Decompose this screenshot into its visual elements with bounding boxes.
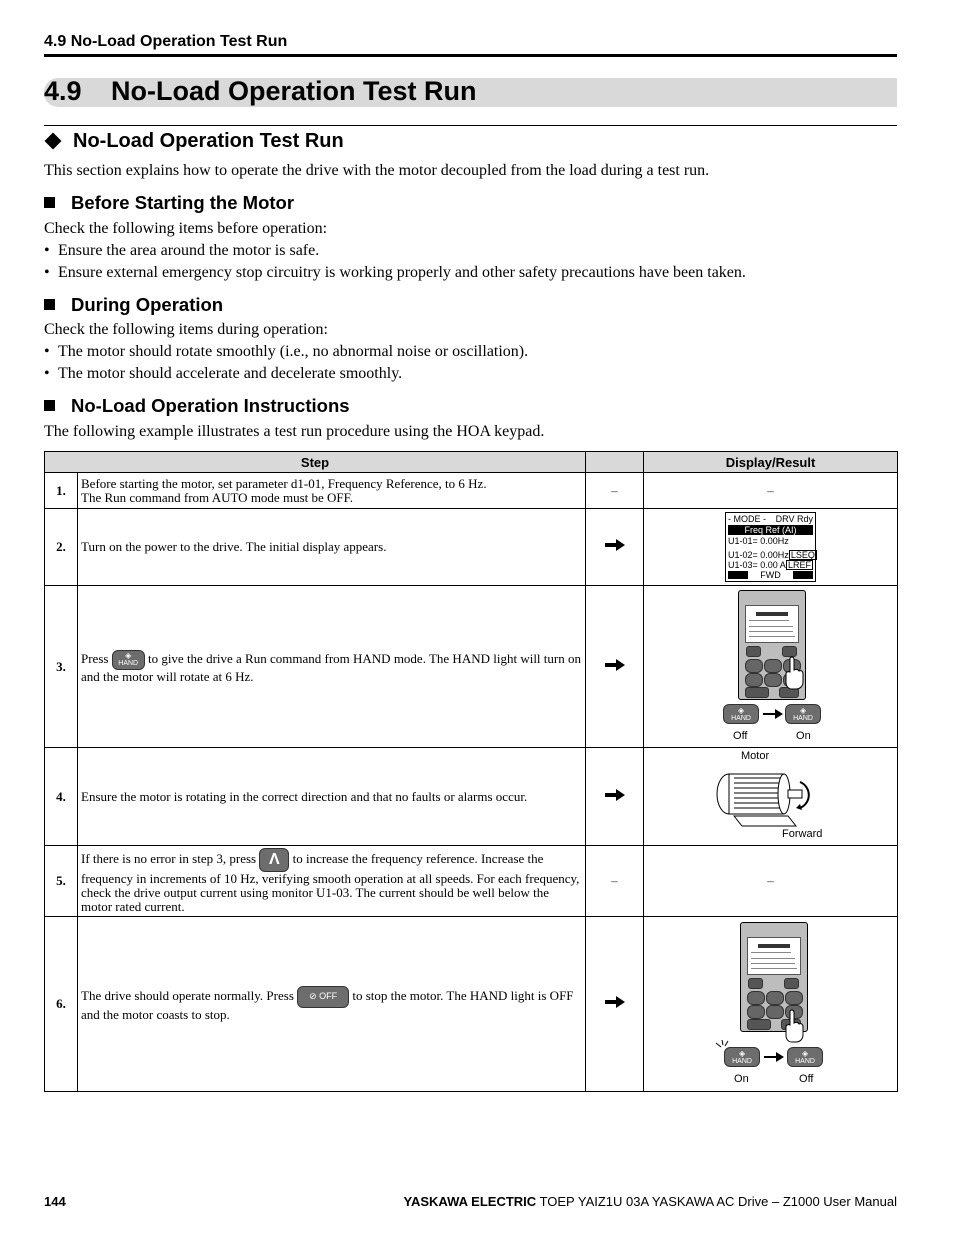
lcd-softkey xyxy=(793,571,813,579)
during-lead: Check the following items during operation: xyxy=(44,321,328,338)
step-number: 6. xyxy=(45,917,78,1092)
display-cell xyxy=(644,473,898,509)
hand-key-label: HAND xyxy=(731,715,751,722)
page-number: 144 xyxy=(44,1194,66,1209)
lcd-u102: U1-02= 0.00Hz xyxy=(728,550,789,560)
arrow-cell xyxy=(586,917,644,1092)
arrow-column-header xyxy=(586,452,644,473)
step-text xyxy=(78,473,586,509)
instructions-heading xyxy=(44,395,350,417)
arrow-cell xyxy=(586,586,644,748)
hand-diamond-icon: ◈ xyxy=(125,650,132,660)
before-bullet: • Ensure external emergency stop circuitry is working properly and other safety precautions have been taken. xyxy=(44,264,746,281)
chapter-title-text: No-Load Operation Test Run xyxy=(111,76,477,106)
dash: – xyxy=(611,482,618,498)
table-row xyxy=(45,473,898,509)
step-text-part: Press xyxy=(81,650,109,666)
right-arrow-icon xyxy=(604,788,626,802)
pointing-hand-icon xyxy=(784,1009,806,1043)
square-bullet-icon xyxy=(44,299,55,310)
lcd-drv: DRV xyxy=(775,514,795,524)
step-text-part: to increase the frequency reference. Increase the frequency in increments of 10 Hz, verifying smooth operation at all speeds. For each frequency, check the drive output current using monitor U1-03. The current should be well below the motor rated current. xyxy=(81,850,580,914)
bullet-text: The motor should accelerate and decelerate smoothly. xyxy=(58,365,403,382)
display-cell xyxy=(644,509,898,586)
lcd-rdy: Rdy xyxy=(797,514,814,524)
lcd-lref: LREF xyxy=(788,560,812,570)
step-text-part: to stop the motor. The HAND light is OFF and the motor coasts to stop. xyxy=(81,987,574,1022)
off-key-label: OFF xyxy=(319,991,338,1001)
table-row xyxy=(45,509,898,586)
during-heading xyxy=(44,294,223,316)
hand-key-label: HAND xyxy=(732,1058,752,1065)
lcd-softkey xyxy=(728,571,748,579)
dash: – xyxy=(611,873,618,888)
hand-key-on xyxy=(785,704,821,724)
hand-key-label: HAND xyxy=(118,659,139,667)
step-text-part: The drive should operate normally. Press xyxy=(81,987,294,1003)
label-on: On xyxy=(796,730,811,742)
arrow-cell xyxy=(586,846,644,917)
right-arrow-icon xyxy=(604,995,626,1009)
motor-icon xyxy=(714,766,814,828)
step-text-line: Before starting the motor, set parameter d1-01, Frequency Reference, to 6 Hz. xyxy=(81,475,487,491)
label-off: Off xyxy=(733,730,748,742)
step-number: 2. xyxy=(45,509,78,586)
bullet-text: The motor should rotate smoothly (i.e., no abnormal noise or oscillation). xyxy=(58,343,529,360)
before-bullet: • Ensure the area around the motor is safe. xyxy=(44,242,320,259)
chapter-number: 4.9 xyxy=(44,76,82,106)
hand-key-off xyxy=(787,1047,823,1067)
hand-key-on xyxy=(724,1047,760,1067)
step-text: Ensure the motor is rotating in the correct direction and that no faults or alarms occur. xyxy=(78,748,586,846)
step-text xyxy=(78,846,586,917)
table-row xyxy=(45,586,898,748)
display-column-header: Display/Result xyxy=(644,452,898,473)
off-key xyxy=(297,986,349,1008)
arrow-cell xyxy=(586,748,644,846)
chapter-title xyxy=(44,76,477,107)
label-motor: Motor xyxy=(741,750,770,762)
bullet-text: Ensure external emergency stop circuitry is working properly and other safety precautions have been taken. xyxy=(58,264,746,281)
square-bullet-icon xyxy=(44,400,55,411)
footer-doc xyxy=(404,1194,898,1209)
lcd-u101: U1-01= 0.00Hz xyxy=(728,536,789,546)
right-arrow-icon xyxy=(762,708,784,720)
pointing-hand-icon xyxy=(784,656,806,690)
hand-key xyxy=(112,650,145,670)
section-intro: This section explains how to operate the drive with the motor decoupled from the load during a test run. xyxy=(44,162,710,179)
step-text xyxy=(78,917,586,1092)
step-number: 1. xyxy=(45,473,78,509)
right-arrow-icon xyxy=(763,1051,785,1063)
before-title: Before Starting the Motor xyxy=(71,192,295,213)
during-bullet: • The motor should accelerate and decelerate smoothly. xyxy=(44,365,403,382)
arrow-cell xyxy=(586,473,644,509)
display-cell xyxy=(644,846,898,917)
section-heading xyxy=(44,130,344,153)
step-number: 5. xyxy=(45,846,78,917)
section-title: No-Load Operation Test Run xyxy=(73,130,344,152)
step-number: 3. xyxy=(45,586,78,748)
dash: – xyxy=(767,482,774,498)
diamond-icon xyxy=(45,132,62,149)
label-off: Off xyxy=(799,1073,814,1085)
lcd-u103: U1-03= 0.00 A xyxy=(728,560,786,570)
stop-icon: ⊘ xyxy=(309,991,317,1001)
hand-diamond-icon: ◈ xyxy=(738,1049,746,1058)
up-key xyxy=(259,848,289,872)
right-arrow-icon xyxy=(604,538,626,552)
display-cell xyxy=(644,917,898,1092)
hand-diamond-icon: ◈ xyxy=(737,706,745,715)
chapter-rule xyxy=(44,125,897,126)
lcd-freq-ref: Freq Ref (AI) xyxy=(728,525,813,535)
before-lead: Check the following items before operation: xyxy=(44,220,328,237)
right-arrow-icon xyxy=(604,658,626,672)
step-number: 4. xyxy=(45,748,78,846)
hand-diamond-icon: ◈ xyxy=(799,706,807,715)
display-cell xyxy=(644,586,898,748)
step-text-part: If there is no error in step 3, press xyxy=(81,850,257,866)
step-column-header: Step xyxy=(45,452,586,473)
step-text-part: to give the drive a Run command from HAND mode. The HAND light will turn on and the motor will rotate at 6 Hz. xyxy=(81,650,581,684)
keypad-screen xyxy=(747,937,801,975)
header-rule xyxy=(44,54,897,57)
step-text xyxy=(78,586,586,748)
hand-key-off xyxy=(723,704,759,724)
footer-doc-title: TOEP YAIZ1U 03A YASKAWA AC Drive – Z1000 User Manual xyxy=(539,1194,897,1209)
label-forward: Forward xyxy=(782,828,823,840)
hand-key-label: HAND xyxy=(793,715,813,722)
lcd-mode: - MODE - xyxy=(728,514,767,524)
table-row xyxy=(45,917,898,1092)
bullet-text: Ensure the area around the motor is safe. xyxy=(58,242,320,259)
lcd-display xyxy=(725,512,816,582)
arrow-cell xyxy=(586,509,644,586)
during-bullet: • The motor should rotate smoothly (i.e., no abnormal noise or oscillation). xyxy=(44,343,529,360)
hand-diamond-icon: ◈ xyxy=(801,1049,809,1058)
during-title: During Operation xyxy=(71,294,224,315)
up-arrow-icon: Λ xyxy=(269,851,280,868)
table-row xyxy=(45,748,898,846)
lcd-fwd: FWD xyxy=(760,570,781,580)
step-text: Turn on the power to the drive. The initial display appears. xyxy=(78,509,586,586)
label-on: On xyxy=(734,1073,749,1085)
instructions-lead: The following example illustrates a test run procedure using the HOA keypad. xyxy=(44,423,545,440)
before-heading xyxy=(44,192,294,214)
dash: – xyxy=(767,873,774,888)
hand-key-label: HAND xyxy=(795,1058,815,1065)
step-text-line: The Run command from AUTO mode must be OFF. xyxy=(81,489,354,505)
instructions-title: No-Load Operation Instructions xyxy=(71,395,350,416)
table-header-row xyxy=(45,452,898,473)
lcd-lseq: LSEQ xyxy=(790,550,815,560)
steps-table xyxy=(44,451,898,1092)
display-cell xyxy=(644,748,898,846)
square-bullet-icon xyxy=(44,197,55,208)
footer-brand: YASKAWA ELECTRIC xyxy=(403,1194,537,1209)
table-row xyxy=(45,846,898,917)
keypad-screen xyxy=(745,605,799,643)
running-head: 4.9 No-Load Operation Test Run xyxy=(44,33,288,50)
